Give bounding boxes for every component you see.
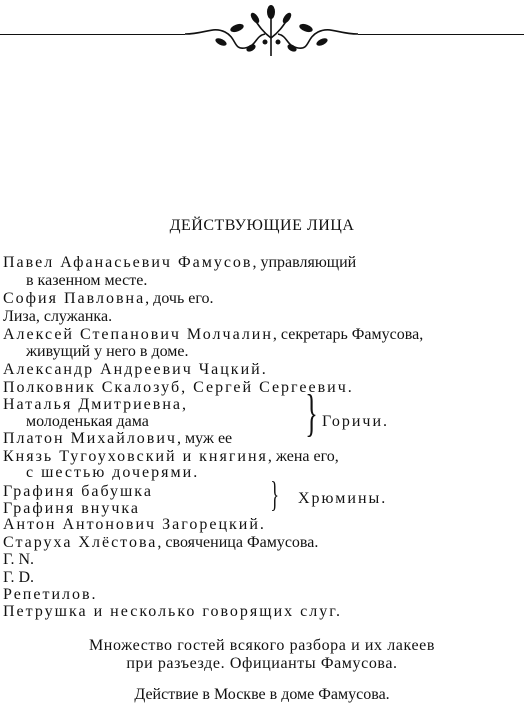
platon-name: Платон Михайлович — [3, 430, 177, 447]
header-rule-right — [358, 34, 524, 35]
gorichi-family: Горичи. — [322, 413, 390, 430]
sofia-desc: , дочь его. — [145, 290, 214, 307]
floral-ornament-icon — [185, 4, 358, 60]
chatsky-entry: Александр Андреевич Чацкий. — [3, 361, 268, 378]
khlestova-entry — [3, 534, 318, 552]
grandmother-entry: Графиня бабушка — [3, 483, 153, 500]
tugoukhovsky-desc-line2: с шестью дочерями. — [26, 464, 200, 481]
natalia-desc: молоденькая дама — [26, 413, 149, 430]
sofia-name: София Павловна — [3, 290, 146, 307]
famusov-name: Павел Афанасьевич Фамусов — [3, 254, 253, 271]
skalozub-name: Полковник Скалозуб — [3, 379, 182, 396]
petrushka-desc: и несколько говорящих слуг. — [87, 603, 343, 620]
gd-entry: Г. D. — [3, 569, 34, 586]
repetilov-entry: Репетилов. — [3, 586, 98, 603]
khlestova-desc: , свояченица Фамусова. — [157, 534, 319, 551]
granddaughter-entry: Графиня внучка — [3, 500, 140, 517]
molchalin-desc: , секретарь Фамусова, — [272, 326, 424, 343]
sofia-entry — [3, 290, 214, 308]
khlestova-name: Старуха Хлёстова — [3, 534, 158, 551]
petrushka-name: Петрушка — [3, 603, 88, 620]
tugoukhovsky-name: Князь Тугоуховский и княгиня — [3, 448, 268, 465]
famusov-desc-line2: в казенном месте. — [26, 272, 148, 289]
liza-entry: Лиза, служанка. — [3, 308, 113, 325]
famusov-entry — [3, 254, 356, 272]
header-rule-left — [0, 34, 185, 35]
skalozub-entry — [3, 379, 354, 397]
page-heading: ДЕЙСТВУЮЩИЕ ЛИЦА — [169, 217, 355, 234]
famusov-desc: , управляющий — [252, 254, 357, 271]
skalozub-rest: , Сергей Сергеевич. — [181, 379, 354, 396]
petrushka-entry — [3, 603, 342, 621]
gorichi-brace: } — [305, 385, 318, 442]
khryumins-brace: } — [270, 474, 279, 514]
molchalin-desc-line2: живущий у него в доме. — [26, 343, 189, 360]
platon-entry — [3, 430, 232, 448]
molchalin-entry — [3, 326, 423, 344]
setting-line: Действие в Москве в доме Фамусова. — [134, 686, 390, 703]
molchalin-name: Алексей Степанович Молчалин — [3, 326, 273, 343]
zagoretsky-entry: Антон Антонович Загорецкий. — [3, 516, 266, 533]
guests-line-2: при разъезде. Официанты Фамусова. — [126, 655, 398, 672]
platon-desc: , муж ее — [176, 430, 233, 447]
tugoukhovsky-desc: , жена его, — [267, 448, 339, 465]
natalia-name: Наталья Дмитриевна, — [3, 396, 188, 413]
gn-entry: Г. N. — [3, 551, 34, 568]
khryumins-family: Хрюмины. — [298, 490, 388, 507]
guests-line-1: Множество гостей всякого разбора и их лакеев — [88, 637, 436, 654]
